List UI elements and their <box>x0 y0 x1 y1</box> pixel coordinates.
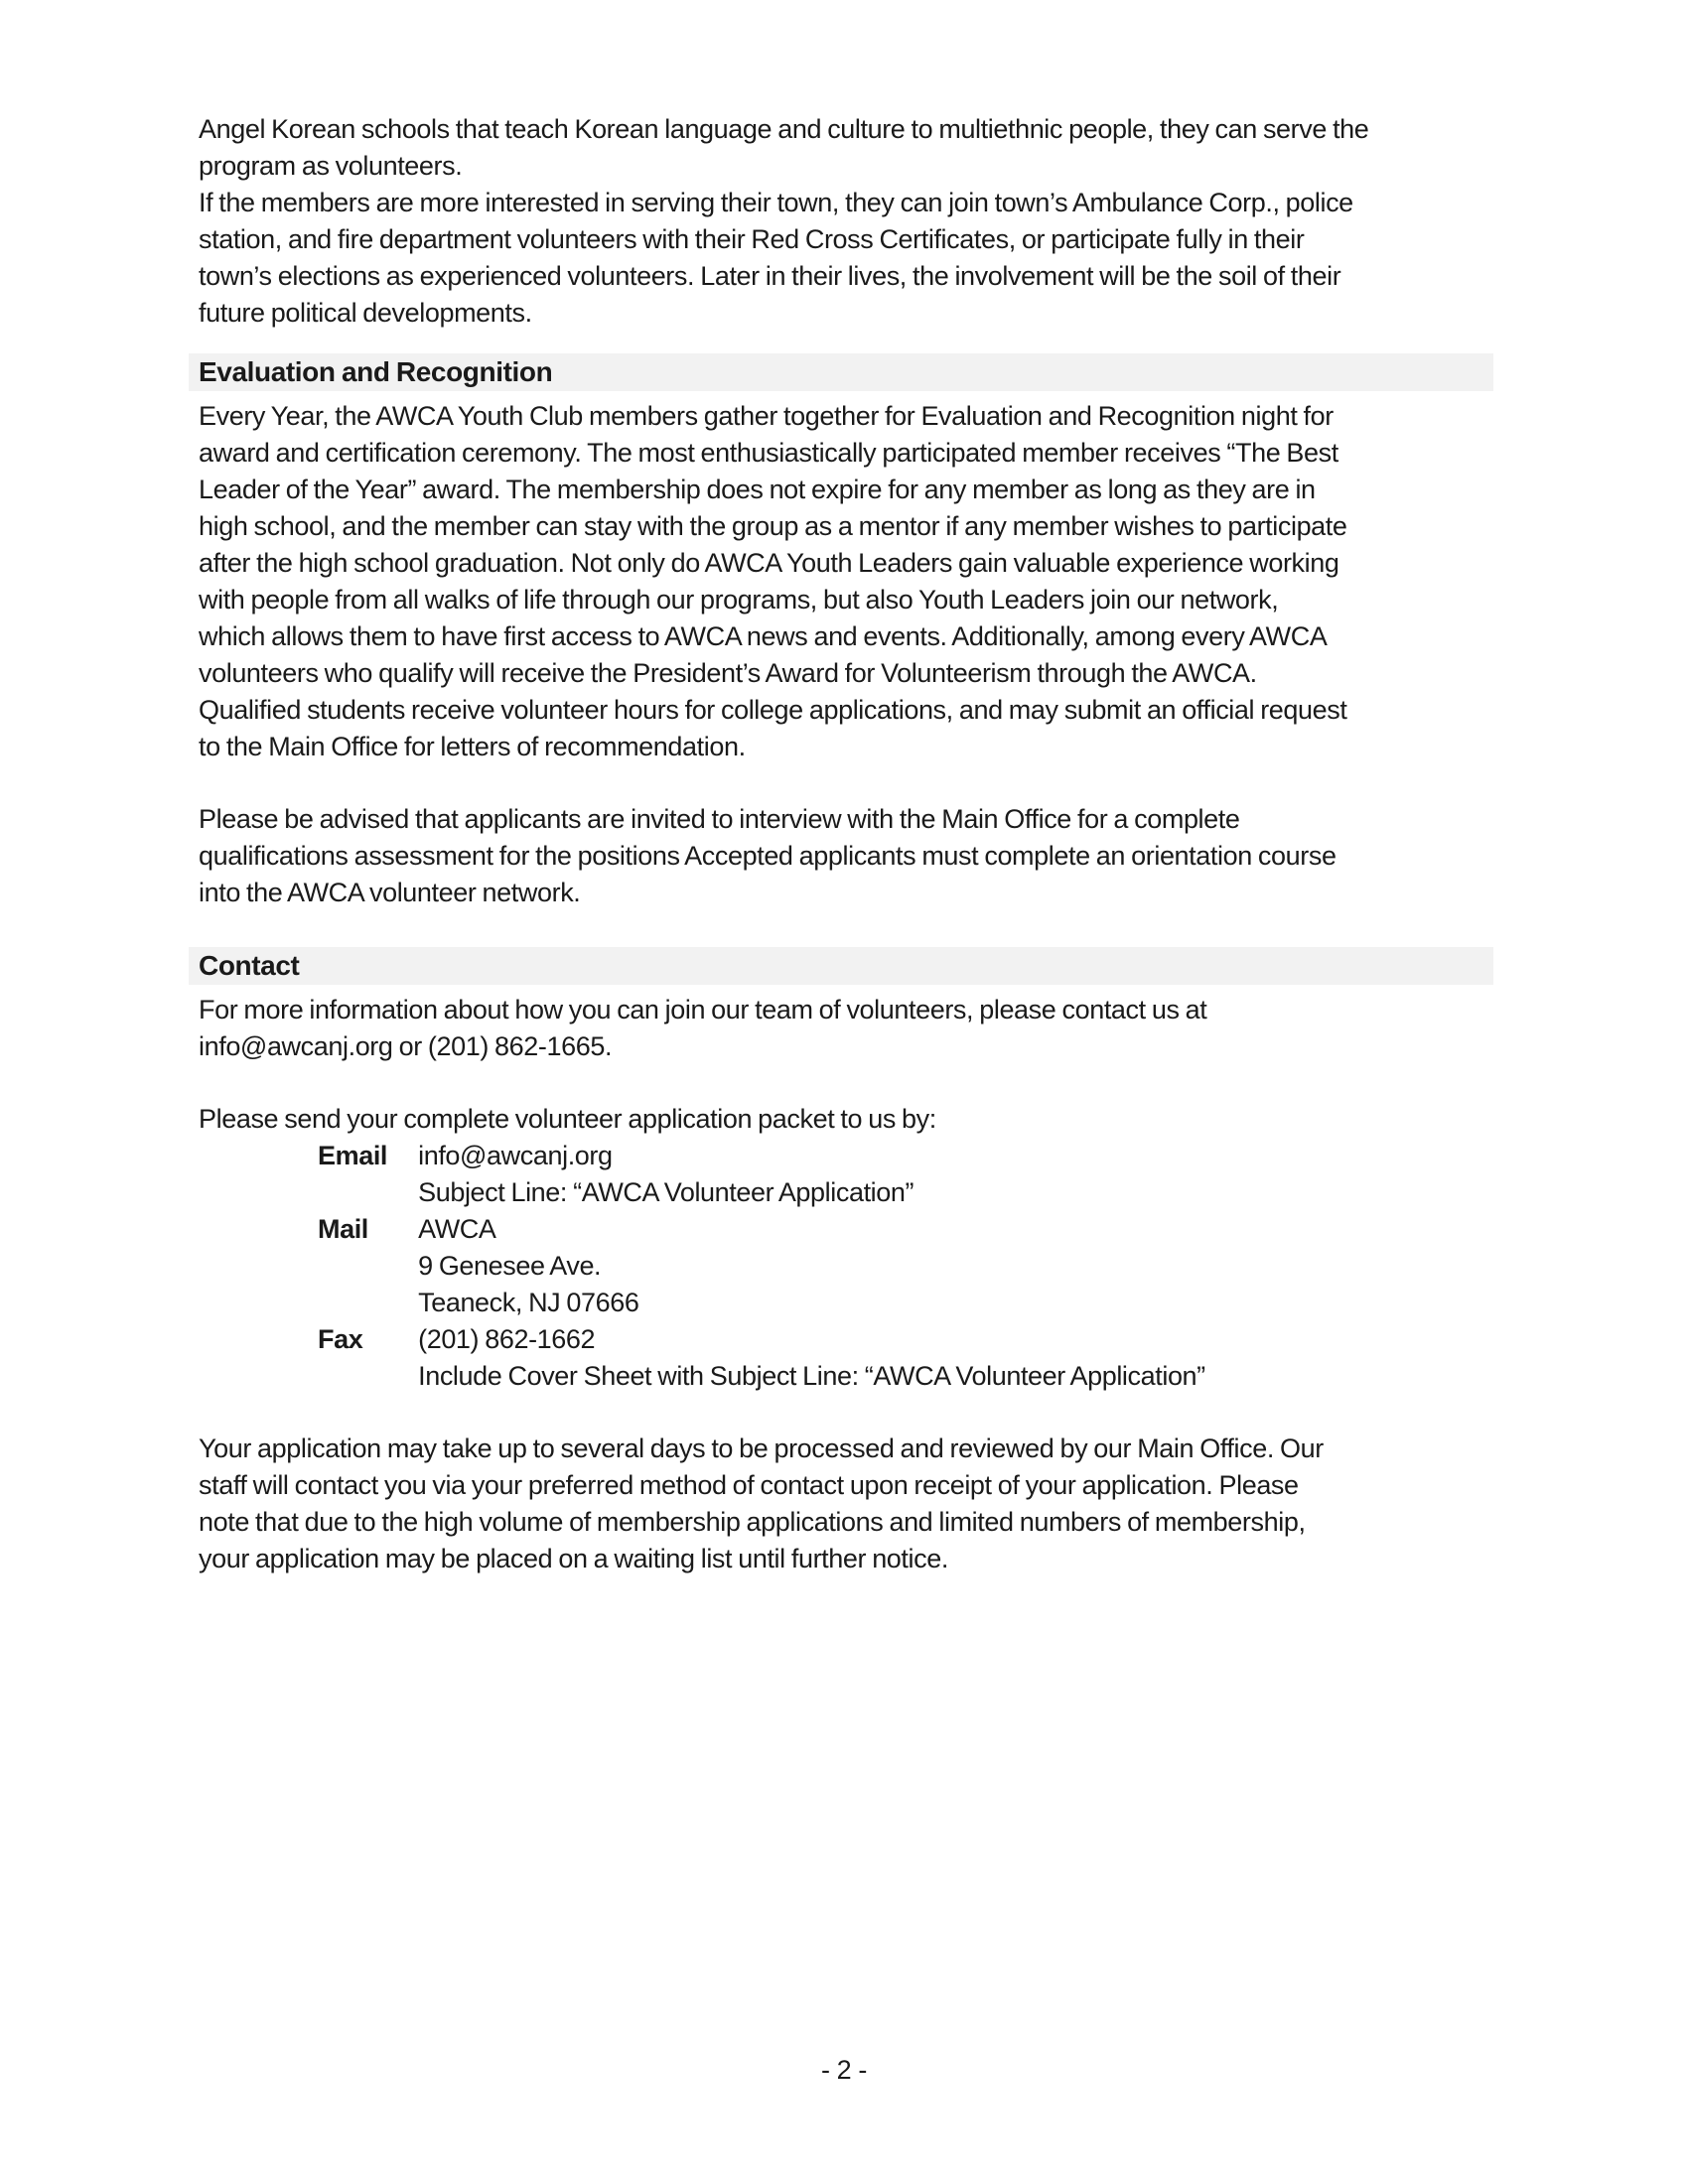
text-line: Please be advised that applicants are invited to interview with the Main Office for a complete <box>199 804 1240 834</box>
method-row-email <box>318 1138 1489 1174</box>
text-line: Every Year, the AWCA Youth Club members gather together for Evaluation and Recognition night for <box>199 401 1334 431</box>
method-value-email-subject: Subject Line: “AWCA Volunteer Application” <box>418 1177 914 1207</box>
text-line: Leader of the Year” award. The membership does not expire for any member as long as they are in <box>199 475 1316 504</box>
method-label-email: Email <box>318 1141 388 1170</box>
method-value-email-address: info@awcanj.org <box>418 1141 613 1170</box>
document-content <box>199 111 1489 1577</box>
evaluation-body-paragraph <box>199 398 1489 765</box>
text-line: town’s elections as experienced volunteers. Later in their lives, the involvement will be the soil of their <box>199 261 1341 291</box>
send-instruction-line: Please send your complete volunteer application packet to us by: <box>199 1104 936 1134</box>
text-line: staff will contact you via your preferred method of contact upon receipt of your application. Please <box>199 1470 1299 1500</box>
text-line: future political developments. <box>199 298 532 328</box>
section-heading-contact: Contact <box>189 947 1493 985</box>
text-line: For more information about how you can join our team of volunteers, please contact us at <box>199 995 1207 1024</box>
method-row-mail-city <box>318 1285 1489 1321</box>
interview-note-paragraph <box>199 801 1489 911</box>
text-line: award and certification ceremony. The most enthusiastically participated member receives “The Best <box>199 438 1338 468</box>
contact-info-paragraph <box>199 992 1489 1065</box>
text-line: Your application may take up to several days to be processed and reviewed by our Main Office. Our <box>199 1433 1324 1463</box>
method-value-mail-street: 9 Genesee Ave. <box>418 1251 602 1281</box>
text-line: to the Main Office for letters of recommendation. <box>199 732 746 761</box>
section-heading-evaluation-and-recognition: Evaluation and Recognition <box>189 353 1493 391</box>
method-value-mail-org: AWCA <box>418 1214 496 1244</box>
page-number: - 2 - <box>820 2055 867 2085</box>
text-line: qualifications assessment for the positions Accepted applicants must complete an orientation course <box>199 841 1336 871</box>
text-line: your application may be placed on a waiting list until further notice. <box>199 1544 948 1573</box>
text-line: into the AWCA volunteer network. <box>199 878 581 907</box>
method-row-mail <box>318 1211 1489 1248</box>
text-line: Angel Korean schools that teach Korean language and culture to multiethnic people, they can serve the <box>199 114 1369 144</box>
town-service-paragraph <box>199 185 1489 332</box>
method-value-fax-number: (201) 862-1662 <box>418 1324 596 1354</box>
text-line: which allows them to have first access to AWCA news and events. Additionally, among every AWCA <box>199 621 1328 651</box>
method-value-mail-city: Teaneck, NJ 07666 <box>418 1288 639 1317</box>
method-row-mail-street <box>318 1248 1489 1285</box>
submission-methods-list <box>199 1138 1489 1395</box>
text-line: volunteers who qualify will receive the President’s Award for Volunteerism through the AWCA. <box>199 658 1257 688</box>
text-line: station, and fire department volunteers with their Red Cross Certificates, or participate fully in their <box>199 224 1305 254</box>
method-row-email-subject <box>318 1174 1489 1211</box>
text-line: note that due to the high volume of membership applications and limited numbers of membership, <box>199 1507 1306 1537</box>
processing-note-paragraph <box>199 1431 1489 1577</box>
method-value-fax-cover: Include Cover Sheet with Subject Line: “AWCA Volunteer Application” <box>418 1361 1205 1391</box>
text-line: info@awcanj.org or (201) 862-1665. <box>199 1031 613 1061</box>
method-row-fax <box>318 1321 1489 1358</box>
text-line: program as volunteers. <box>199 151 463 181</box>
text-line: Qualified students receive volunteer hours for college applications, and may submit an official request <box>199 695 1347 725</box>
intro-paragraph <box>199 111 1489 185</box>
method-label-fax: Fax <box>318 1324 363 1354</box>
text-line: after the high school graduation. Not only do AWCA Youth Leaders gain valuable experience working <box>199 548 1339 578</box>
text-line: high school, and the member can stay with the group as a mentor if any member wishes to participate <box>199 511 1347 541</box>
text-line: with people from all walks of life through our programs, but also Youth Leaders join our network, <box>199 585 1279 614</box>
method-row-fax-cover <box>318 1358 1489 1395</box>
method-label-mail: Mail <box>318 1214 368 1244</box>
text-line: If the members are more interested in serving their town, they can join town’s Ambulance Corp., police <box>199 188 1353 217</box>
